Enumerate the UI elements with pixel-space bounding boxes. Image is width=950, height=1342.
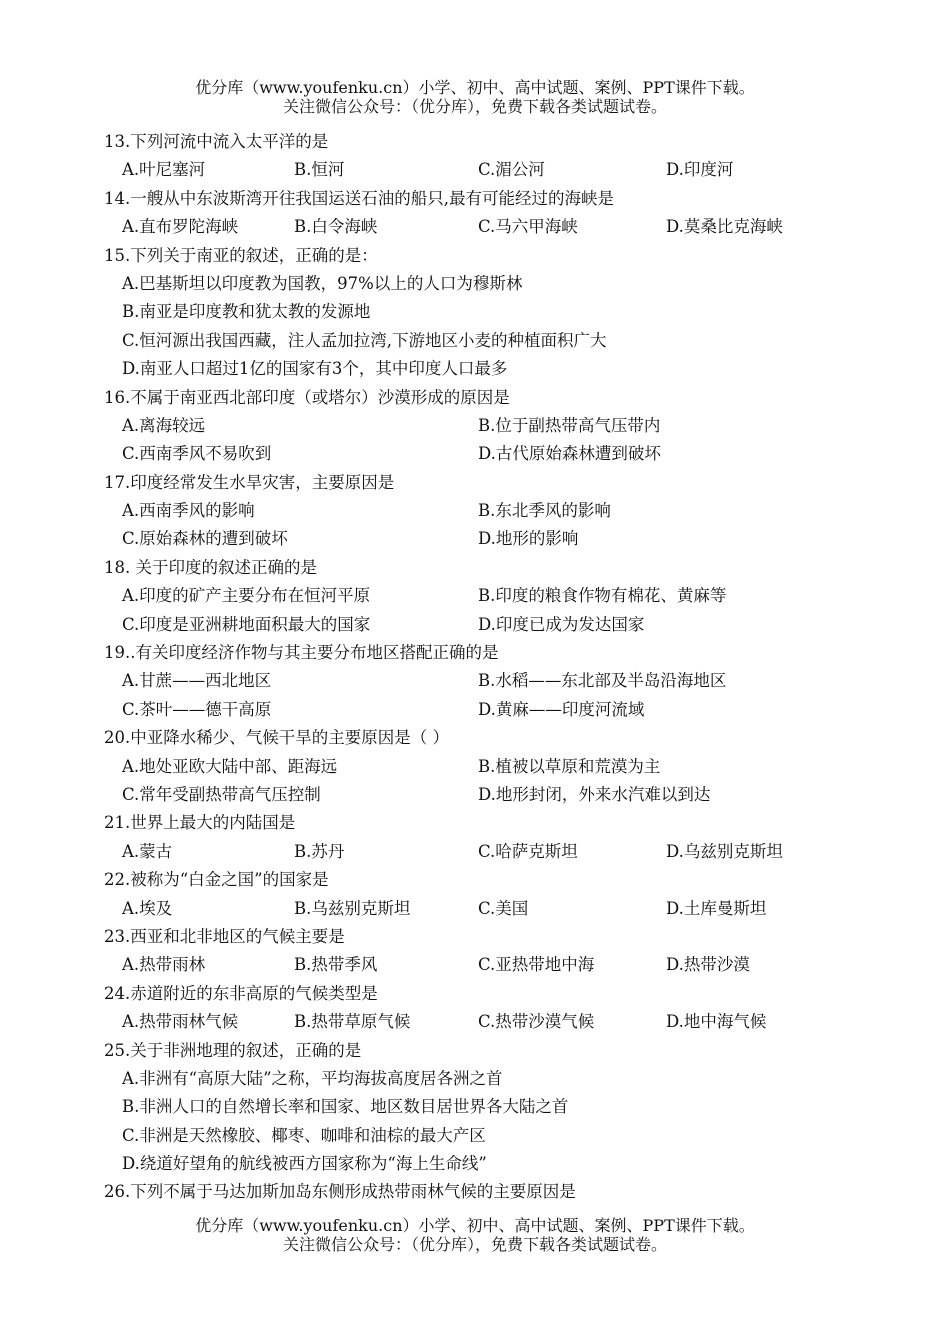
option-d: D.乌兹别克斯坦 <box>666 841 783 861</box>
option-d: D.古代原始森林遭到破坏 <box>478 444 661 464</box>
page-footer <box>0 1216 950 1254</box>
question-22: 22.被称为“白金之国”的国家是 <box>104 870 329 890</box>
question-17: 17.印度经常发生水旱灾害，主要原因是 <box>104 472 395 492</box>
option-b: B.热带季风 <box>294 955 378 975</box>
option-c: C.原始森林的遭到破坏 <box>122 529 288 549</box>
question-19-options-cd <box>104 696 824 724</box>
option-c: C.哈萨克斯坦 <box>478 841 578 861</box>
question-14-options <box>104 213 824 241</box>
option-b: B.乌兹别克斯坦 <box>294 898 411 918</box>
option-b: B.水稻——东北部及半岛沿海地区 <box>478 671 727 691</box>
option-a: A.埃及 <box>122 898 173 918</box>
option-c: C.恒河源出我国西藏，注人孟加拉湾,下游地区小麦的种植面积广大 <box>122 330 607 350</box>
option-c: C.热带沙漠气候 <box>478 1012 595 1032</box>
option-d: D.地形的影响 <box>478 529 579 549</box>
question-15: 15.下列关于南亚的叙述，正确的是： <box>104 245 378 265</box>
option-d: D.绕道好望角的航线被西方国家称为“海上生命线” <box>122 1154 487 1174</box>
question-24-options <box>104 1008 824 1036</box>
option-a: A.热带雨林 <box>122 955 206 975</box>
option-a: A.巴基斯坦以印度教为国教，97%以上的人口为穆斯林 <box>122 273 523 293</box>
option-d: D.南亚人口超过1亿的国家有3个，其中印度人口最多 <box>122 359 508 379</box>
option-b: B.位于副热带高气压带内 <box>478 415 661 435</box>
footer-line-2: 关注微信公众号：（优分库），免费下载各类试题试卷。 <box>282 1235 667 1254</box>
option-b: B.南亚是印度教和犹太教的发源地 <box>122 302 371 322</box>
option-c: C.常年受副热带高气压控制 <box>122 784 321 804</box>
option-a: A.热带雨林气候 <box>122 1012 239 1032</box>
footer-line-1: 优分库（www.youfenku.cn）小学、初中、高中试题、案例、PPT课件下载。 <box>195 1216 755 1235</box>
question-20: 20.中亚降水稀少、气候干旱的主要原因是（ ） <box>104 728 449 748</box>
question-16-options-cd <box>104 440 824 468</box>
question-21: 21.世界上最大的内陆国是 <box>104 813 296 833</box>
option-d: D.黄麻——印度河流域 <box>478 699 645 719</box>
option-c: C.印度是亚洲耕地面积最大的国家 <box>122 614 371 634</box>
question-18-options-cd <box>104 611 824 639</box>
question-18-options-ab <box>104 582 824 610</box>
question-22-options <box>104 895 824 923</box>
option-d: D.地中海气候 <box>666 1012 767 1032</box>
option-b: B.非洲人口的自然增长率和国家、地区数目居世界各大陆之首 <box>122 1097 569 1117</box>
question-17-options-cd <box>104 525 824 553</box>
question-23-options <box>104 951 824 979</box>
option-c: C.茶叶——德干高原 <box>122 699 272 719</box>
option-d: D.土库曼斯坦 <box>666 898 767 918</box>
option-a: A.地处亚欧大陆中部、距海远 <box>122 756 338 776</box>
question-13-options <box>104 156 824 184</box>
option-b: B.东北季风的影响 <box>478 501 611 521</box>
option-a: A.印度的矿产主要分布在恒河平原 <box>122 586 371 606</box>
question-17-options-ab <box>104 497 824 525</box>
question-20-options-cd <box>104 781 824 809</box>
question-20-options-ab <box>104 753 824 781</box>
option-d: D.热带沙漠 <box>666 955 750 975</box>
option-b: B.植被以草原和荒漠为主 <box>478 756 661 776</box>
option-c: C.马六甲海峡 <box>478 217 578 237</box>
option-a: A.直布罗陀海峡 <box>122 217 239 237</box>
option-a: A.叶尼塞河 <box>122 160 206 180</box>
option-d: D.印度河 <box>666 160 734 180</box>
question-16-options-ab <box>104 412 824 440</box>
option-a: A.非洲有“高原大陆”之称，平均海拔高度居各洲之首 <box>122 1068 503 1088</box>
option-c: C.非洲是天然橡胶、椰枣、咖啡和油棕的最大产区 <box>122 1125 486 1145</box>
question-13: 13.下列河流中流入太平洋的是 <box>104 132 329 151</box>
question-16: 16.不属于南亚西北部印度（或塔尔）沙漠形成的原因是 <box>104 387 510 407</box>
option-b: B.热带草原气候 <box>294 1012 411 1032</box>
question-list <box>104 128 824 1207</box>
question-19-options-ab <box>104 667 824 695</box>
option-b: B.恒河 <box>294 160 345 180</box>
question-19: 19..有关印度经济作物与其主要分布地区搭配正确的是 <box>104 643 499 663</box>
option-d: D.莫桑比克海峡 <box>666 217 783 237</box>
question-25: 25.关于非洲地理的叙述，正确的是 <box>104 1040 362 1060</box>
question-14: 14.一艘从中东波斯湾开往我国运送石油的船只,最有可能经过的海峡是 <box>104 188 614 208</box>
option-a: A.西南季风的影响 <box>122 501 255 521</box>
option-a: A.离海较远 <box>122 415 206 435</box>
question-24: 24.赤道附近的东非高原的气候类型是 <box>104 983 378 1003</box>
question-23: 23.西亚和北非地区的气候主要是 <box>104 926 345 946</box>
question-21-options <box>104 838 824 866</box>
option-b: B.印度的粮食作物有棉花、黄麻等 <box>478 586 727 606</box>
option-b: B.白令海峡 <box>294 217 378 237</box>
page-header <box>0 78 950 116</box>
header-line-2: 关注微信公众号：（优分库），免费下载各类试题试卷。 <box>282 97 667 116</box>
option-c: C.亚热带地中海 <box>478 955 595 975</box>
option-c: C.湄公河 <box>478 160 545 180</box>
option-b: B.苏丹 <box>294 841 345 861</box>
question-18: 18. 关于印度的叙述正确的是 <box>104 557 317 577</box>
option-c: C.西南季风不易吹到 <box>122 444 272 464</box>
option-c: C.美国 <box>478 898 529 918</box>
option-d: D.地形封闭，外来水汽难以到达 <box>478 784 711 804</box>
question-26: 26.下列不属于马达加斯加岛东侧形成热带雨林气候的主要原因是 <box>104 1182 576 1202</box>
option-a: A.蒙古 <box>122 841 173 861</box>
option-a: A.甘蔗——西北地区 <box>122 671 272 691</box>
option-d: D.印度已成为发达国家 <box>478 614 645 634</box>
header-line-1: 优分库（www.youfenku.cn）小学、初中、高中试题、案例、PPT课件下载。 <box>195 78 755 97</box>
